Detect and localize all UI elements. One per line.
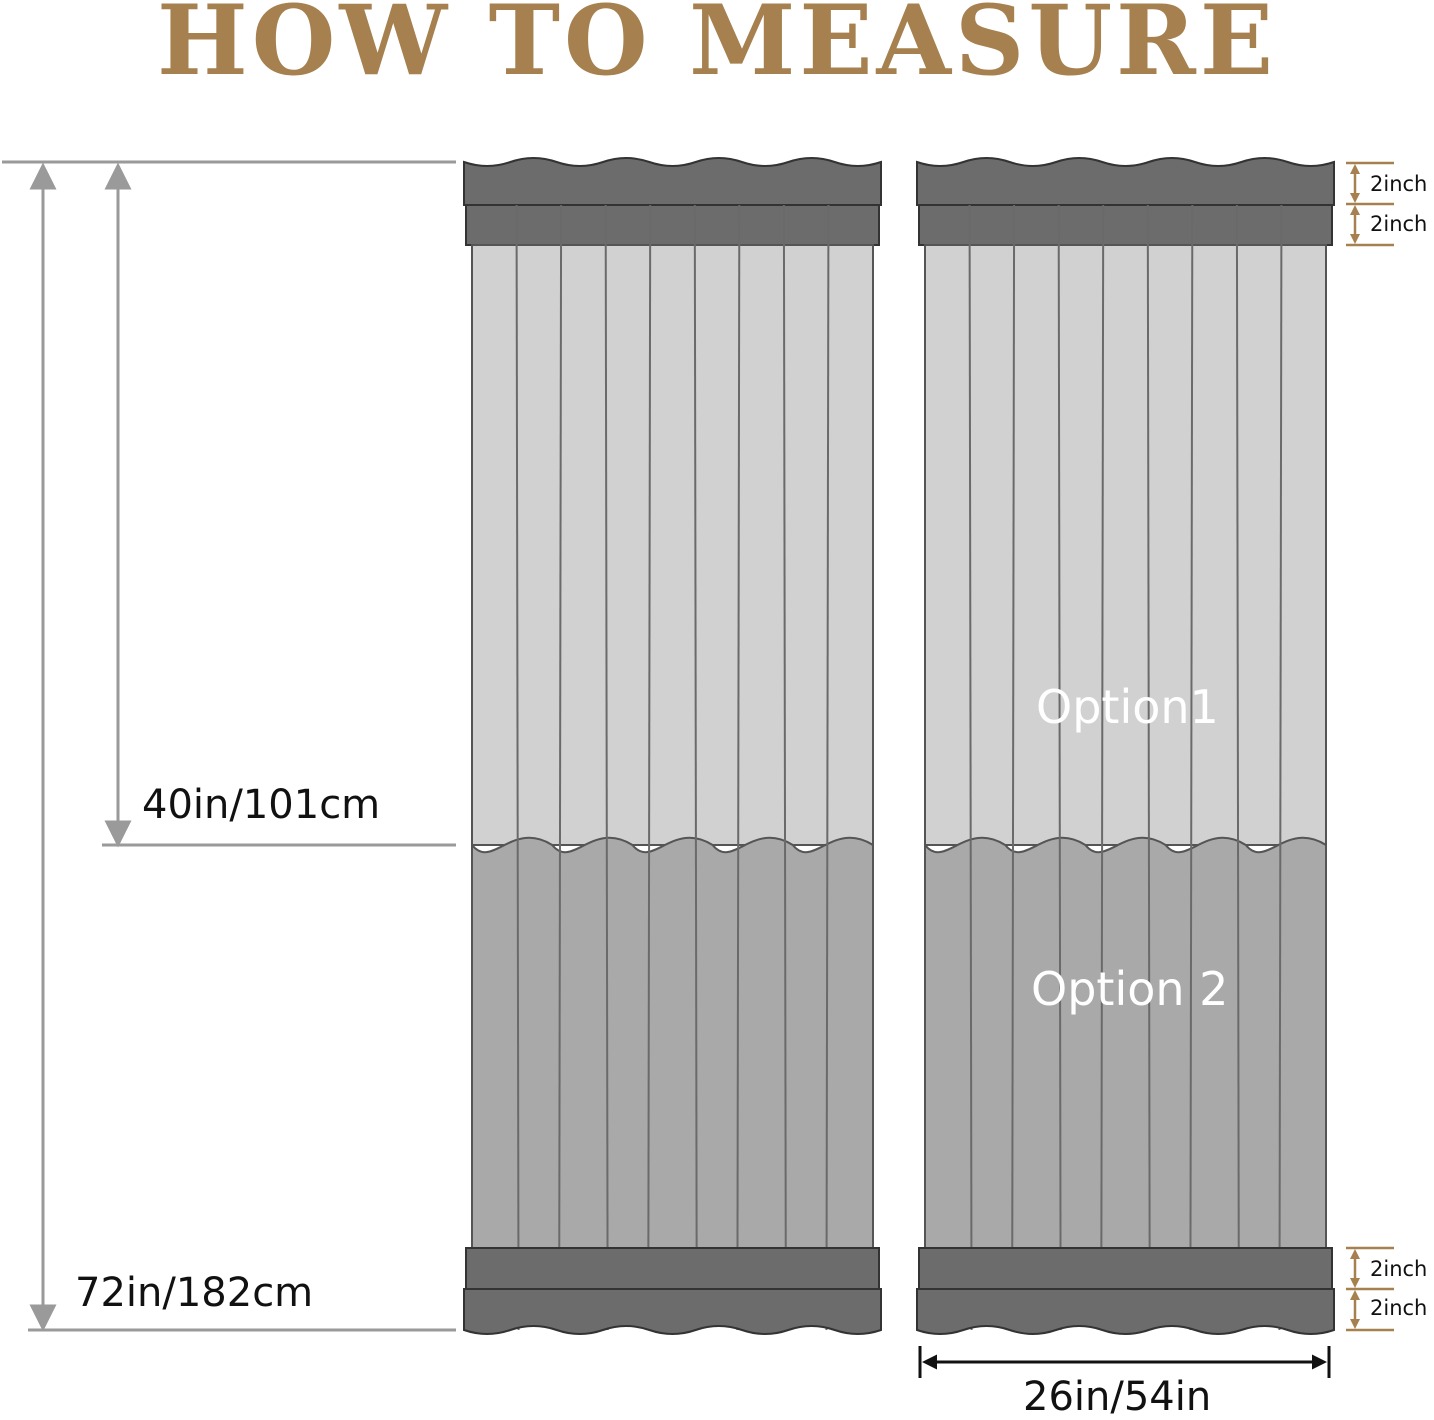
- lower-panel: [925, 838, 1326, 1248]
- bottom-ruffle: [917, 1289, 1334, 1334]
- pocket-measure-marks: [1346, 163, 1394, 1330]
- upper-panel: [472, 245, 873, 845]
- lower-panel: [472, 838, 873, 1248]
- top-pocket-label: 2inch: [1370, 212, 1428, 236]
- width-label: 26in/54in: [1023, 1374, 1212, 1420]
- option1-label: Option1: [1036, 680, 1219, 734]
- top-rod-pocket: [919, 205, 1332, 245]
- top-rod-pocket: [466, 205, 879, 245]
- bottom-ruffle: [464, 1289, 881, 1334]
- long-length-label: 72in/182cm: [75, 1270, 314, 1316]
- bottom-ruffle-label: 2inch: [1370, 1296, 1428, 1320]
- bottom-rod-pocket: [919, 1248, 1332, 1289]
- top-ruffle: [917, 158, 1334, 205]
- curtain-panel-1: [464, 158, 881, 1334]
- bottom-rod-pocket: [466, 1248, 879, 1289]
- upper-panel: [925, 245, 1326, 845]
- page-title: HOW TO MEASURE: [157, 0, 1277, 97]
- top-ruffle: [464, 158, 881, 205]
- option2-label: Option 2: [1031, 962, 1229, 1016]
- top-ruffle-label: 2inch: [1370, 172, 1428, 196]
- short-length-label: 40in/101cm: [142, 782, 381, 828]
- bottom-pocket-label: 2inch: [1370, 1257, 1428, 1281]
- curtain-panel-2: [917, 158, 1334, 1334]
